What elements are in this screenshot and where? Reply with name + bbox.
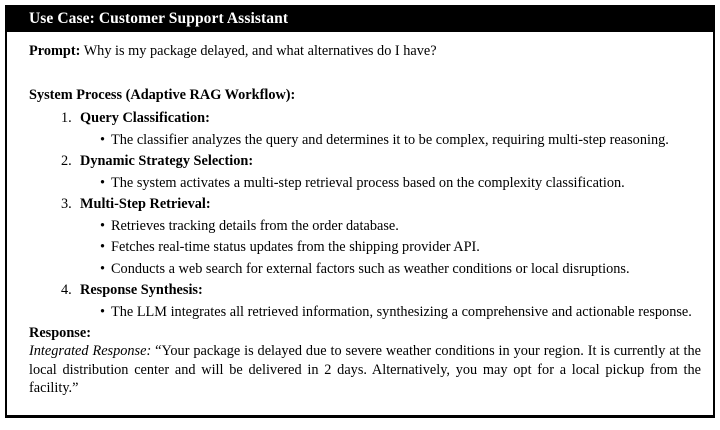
bullet-item (29, 130, 703, 152)
response-paragraph (29, 342, 703, 398)
prompt-label: Prompt: (29, 43, 81, 59)
bullet-text: The system activates a multi-step retrieval process based on the complexity classification. (111, 174, 625, 191)
use-case-figure (5, 5, 715, 418)
step-number: 4. (61, 282, 72, 298)
bullet-icon: • (100, 174, 106, 191)
prompt-text: Why is my package delayed, and what alternatives do I have? (83, 43, 437, 59)
step-number: 1. (61, 110, 72, 126)
step-label: Multi-Step Retrieval: (80, 196, 211, 212)
figure-title: Use Case: Customer Support Assistant (29, 9, 289, 27)
bullet-item (29, 237, 703, 259)
step-number: 2. (61, 153, 72, 169)
figure-content (7, 32, 713, 398)
step-title-3 (29, 194, 703, 216)
response-style-label: Integrated Response: (29, 343, 152, 359)
step-title-2 (29, 151, 703, 173)
bullet-text: Fetches real-time status updates from the shipping provider API. (111, 239, 480, 255)
step-title-4 (29, 280, 703, 302)
prompt-line (29, 41, 703, 61)
bullet-item (29, 173, 703, 195)
bullet-text: Conducts a web search for external factors such as weather conditions or local disruptions. (111, 260, 630, 277)
bullet-text: The classifier analyzes the query and determines it to be complex, requiring multi-step reasoning. (111, 131, 669, 148)
bullet-item (29, 259, 703, 281)
bullet-item (29, 302, 703, 324)
bullet-text: The LLM integrates all retrieved information, synthesizing a comprehensive and actionable response. (111, 303, 692, 320)
bullet-text: Retrieves tracking details from the order database. (111, 217, 399, 234)
bullet-icon: • (100, 131, 106, 148)
response-heading: Response: (29, 325, 91, 341)
figure-title-bar (7, 5, 713, 32)
step-label: Query Classification: (80, 110, 210, 126)
bullet-icon: • (100, 217, 106, 234)
step-label: Response Synthesis: (80, 282, 203, 298)
step-label: Dynamic Strategy Selection: (80, 153, 254, 169)
bullet-icon: • (100, 260, 106, 277)
bullet-icon: • (100, 303, 106, 320)
process-heading: System Process (Adaptive RAG Workflow): (29, 87, 296, 103)
response-text: “Your package is delayed due to severe weather conditions in your region. It is currently at the local distribution center and will be delivered in 2 days. Alternatively, you may opt for a local pickup from the facility.” (29, 343, 702, 396)
step-title-1 (29, 108, 703, 130)
step-number: 3. (61, 196, 72, 212)
process-steps (29, 108, 703, 323)
bullet-item (29, 216, 703, 238)
bullet-icon: • (100, 239, 106, 255)
